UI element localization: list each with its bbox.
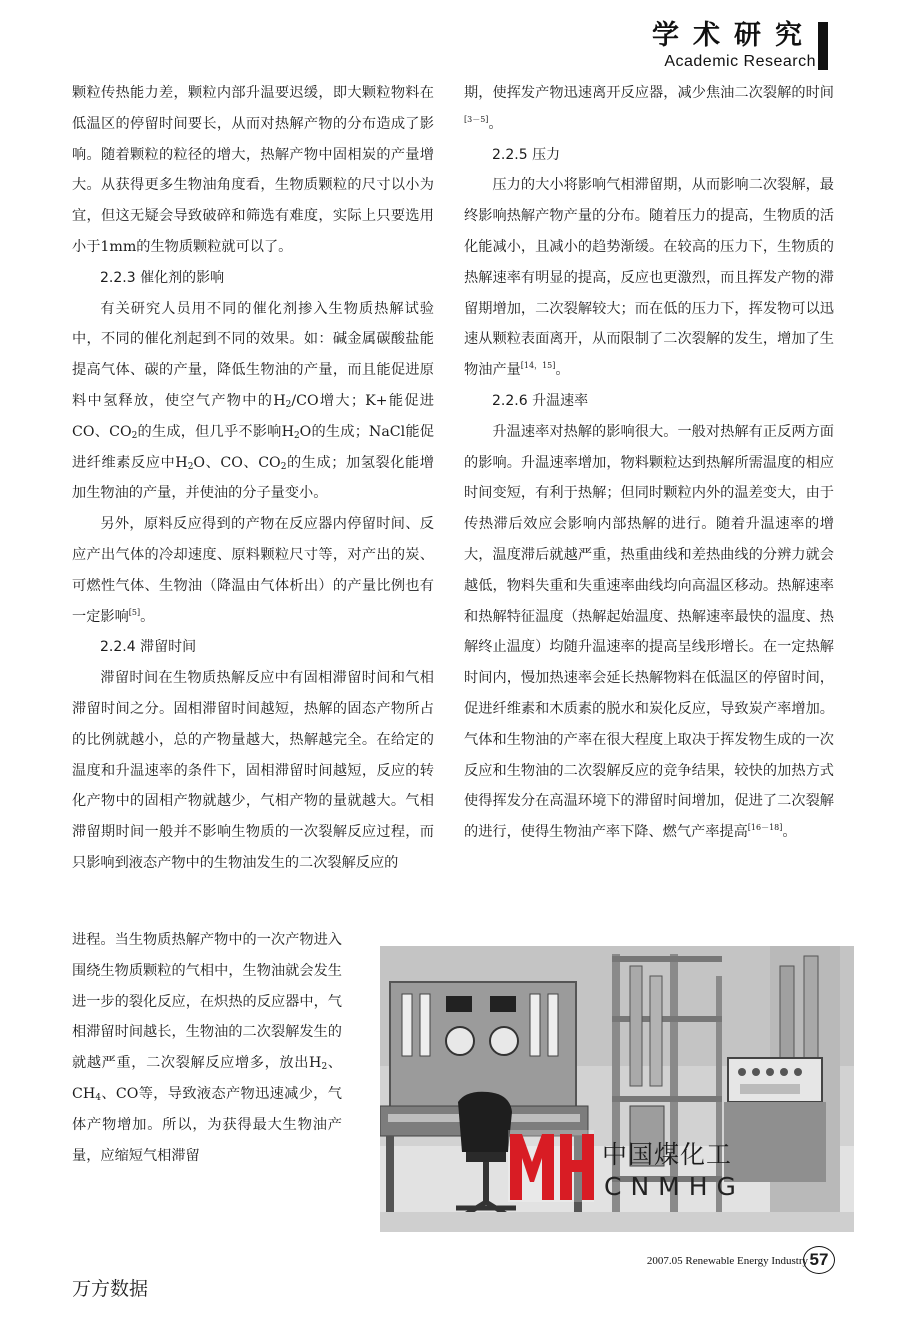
text: 的生成，但几乎不影响H xyxy=(137,423,294,440)
heading-2-2-6: 2.2.6 升温速率 xyxy=(492,392,589,409)
running-header xyxy=(652,20,816,72)
citation: [3－5] xyxy=(464,114,489,124)
citation: [16－18] xyxy=(747,823,783,833)
paragraph-residence-time-end xyxy=(464,78,834,140)
paragraph-heating-rate xyxy=(464,417,834,848)
left-column-narrow xyxy=(72,925,342,1171)
header-title-cn: 学术研究 xyxy=(652,20,816,51)
subscript: 2 xyxy=(321,1062,328,1073)
subscript: 2 xyxy=(131,430,138,441)
citation: [14，15] xyxy=(520,361,556,371)
text: 升温速率对热解的影响很大。一般对热解有正反两方面的影响。升温速率增加，物料颗粒达到热解所需温度的相应时间变短，有利于热解；但同时颗粒内外的温差变大，由于传热滞后效应会影响内部热解的进行。随着升温速率的增大，温度滞后就越严重，热重曲线和差热曲线的分辨力就会越低，物料失重和失重速率曲线均向高温区移动。热解速率和热解特征温度（热解起始温度、热解速率最快的温度、热解终止温度）均随升温速率的提高呈线形增长。在一定热解时间内，慢加热速率会延长热解物料在低温区的停留时间，促进纤维素和木质素的脱水和炭化反应，导致炭产率增加。气体和生物油的产率在很大程度上取决于挥发物生成的一次反应和生物油的二次裂解反应的竞争结果，较快的加热方式使得挥发分在高温环境下的滞留时间增加，促进了二次裂解的进行，使得生物油产率下降、燃气产率提高 xyxy=(464,423,834,841)
subscript: 2 xyxy=(293,430,300,441)
text: 有关研究人员用不同的催化剂掺入生物质热解试验中，不同的催化剂起到不同的效果。如：碱金属碳酸盐能提高气体、碳的产量，降低生物油的产量，而且能促进原料中氢释放，使空气产物中的H xyxy=(72,300,434,409)
right-column xyxy=(464,78,834,848)
text: 期，使挥发产物迅速离开反应器，减少焦油二次裂解的时间 xyxy=(464,85,834,101)
paragraph-other-factors xyxy=(72,509,434,632)
journal-footer: 2007.05 Renewable Energy Industry xyxy=(646,1255,808,1267)
text: 另外，原料反应得到的产物在反应器内停留时间、反应产出气体的冷却速度、原料颗粒尺寸等，对产出的炭、可燃性气体、生物油（降温由气体析出）的产量比例也有一定影响 xyxy=(72,516,434,625)
text: 的生成；加氢裂化能增加生物油的产量，并使油的分子量变小。 xyxy=(72,454,434,502)
header-title-en: Academic Research xyxy=(664,53,816,70)
paragraph-residence-time: 滞留时间在生物质热解反应中有固相滞留时间和气相滞留时间之分。固相滞留时间越短，热解的固态产物所占的比例就越小，总的产物量越大，热解越完全。在给定的温度和升温速率的条件下，固相滞留时间越短，反应的转化产物中的固相产物就越少，气相产物的量就越大。气相滞留期时间一般并不影响生物质的一次裂解反应过程，而只影响到液态产物中的生物油发生的二次裂解反应的 xyxy=(72,670,434,871)
paragraph-particle-size: 颗粒传热能力差，颗粒内部升温要迟缓，即大颗粒物料在低温区的停留时间要长，从而对热解产物的分布造成了影响。随着颗粒的粒径的增大，热解产物中固相炭的产量增大。从获得更多生物油角度看，生物质颗粒的尺寸以小为宜，但这无疑会导致破碎和筛选有难度，实际上只要选用小于1mm的生物质颗粒就可以了。 xyxy=(72,85,434,255)
paragraph-catalyst xyxy=(72,294,434,510)
mh-logo-icon xyxy=(508,1128,598,1206)
text: O的生成；NaCl能促进纤维素反应中H xyxy=(72,423,434,471)
paragraph-residence-time-cont xyxy=(72,925,342,1171)
text: 。 xyxy=(488,115,503,132)
paragraph-pressure xyxy=(464,170,834,386)
text: O、CO、CO xyxy=(193,454,281,471)
left-column xyxy=(72,78,434,879)
text: /CO增大；K+能促进CO、CO xyxy=(72,392,434,440)
header-bar xyxy=(818,22,828,70)
source-label: 万方数据 xyxy=(72,1278,149,1300)
text: 。 xyxy=(782,824,797,841)
subscript: 4 xyxy=(95,1092,101,1103)
subscript: 2 xyxy=(285,399,292,410)
text: 。 xyxy=(555,362,570,379)
heading-2-2-3: 2.2.3 催化剂的影响 xyxy=(100,269,225,286)
heading-2-2-5: 2.2.5 压力 xyxy=(492,146,561,163)
text: 。 xyxy=(140,608,155,625)
subscript: 2 xyxy=(280,461,287,472)
watermark-logo xyxy=(508,1128,745,1210)
citation: [5] xyxy=(128,607,141,617)
text: 、CO等，导致液态产物迅速减少，气体产物增加。所以，为获得最大生物油产量，应缩短气相滞留 xyxy=(72,1085,342,1164)
subscript: 2 xyxy=(187,461,194,472)
text: 压力的大小将影响气相滞留期，从而影响二次裂解，最终影响热解产物产量的分布。随着压力的提高，生物质的活化能减小，且减小的趋势渐缓。在较高的压力下，生物质的热解速率有明显的提高，反应也更激烈，而且挥发产物的滞留期增加，二次裂解较大；而在低的压力下，挥发物可以迅速从颗粒表面离开，从而限制了二次裂解的发生，增加了生物油产量 xyxy=(464,177,834,379)
page-number: 57 xyxy=(803,1246,835,1274)
watermark-text-cn: 中国煤化工 xyxy=(602,1140,733,1169)
text: 进程。当生物质热解产物中的一次产物进入围绕生物质颗粒的气相中，生物油就会发生进一步的裂化反应，在炽热的反应器中，气相滞留时间越长，生物油的二次裂解发生的就越严重，二次裂解反应增多，放出H xyxy=(72,932,342,1072)
heading-2-2-4: 2.2.4 滞留时间 xyxy=(100,639,197,656)
text: 、CH xyxy=(72,1055,342,1102)
watermark-text-en: CNMHG xyxy=(604,1172,745,1201)
